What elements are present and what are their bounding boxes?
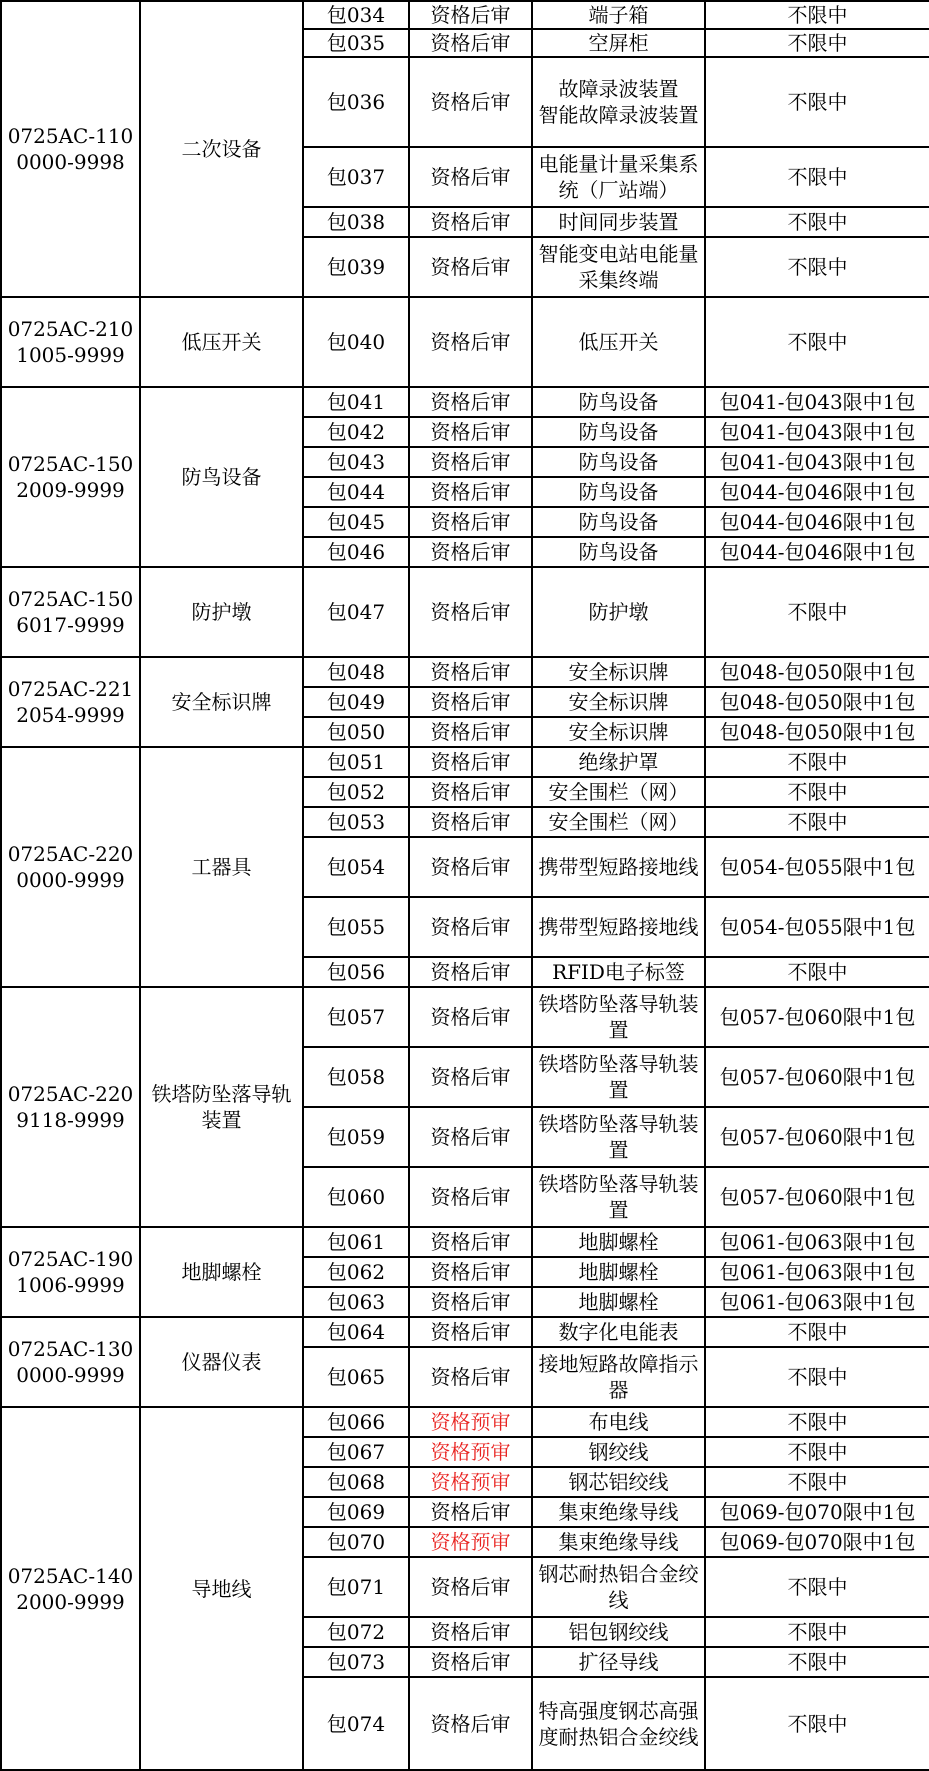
category-name-cell: 工器具	[140, 747, 303, 987]
package-number-cell: 包056	[303, 957, 409, 987]
bid-limit-cell: 不限中	[705, 1467, 929, 1497]
package-number-cell: 包072	[303, 1617, 409, 1647]
item-name-cell: 防鸟设备	[532, 417, 705, 447]
bid-limit-cell: 不限中	[705, 1437, 929, 1467]
bid-limit-cell: 包041-包043限中1包	[705, 447, 929, 477]
bid-limit-cell: 包044-包046限中1包	[705, 477, 929, 507]
package-table-body	[1, 1, 929, 1770]
package-number-cell: 包039	[303, 237, 409, 297]
review-type-cell: 资格后审	[409, 387, 532, 417]
item-name-cell: 地脚螺栓	[532, 1257, 705, 1287]
package-number-cell: 包057	[303, 987, 409, 1047]
bid-limit-cell: 包044-包046限中1包	[705, 537, 929, 567]
package-number-cell: 包050	[303, 717, 409, 747]
bid-limit-cell: 包041-包043限中1包	[705, 387, 929, 417]
review-type-cell: 资格后审	[409, 297, 532, 387]
item-name-cell: 时间同步装置	[532, 207, 705, 237]
bid-limit-cell: 包057-包060限中1包	[705, 1047, 929, 1107]
category-name-cell: 地脚螺栓	[140, 1227, 303, 1317]
table-row	[1, 387, 929, 417]
category-code-cell: 0725AC-2209118-9999	[1, 987, 140, 1227]
table-row	[1, 657, 929, 687]
item-name-cell: 绝缘护罩	[532, 747, 705, 777]
item-name-cell: 防护墩	[532, 567, 705, 657]
review-type-cell: 资格后审	[409, 1677, 532, 1770]
review-type-cell: 资格后审	[409, 1257, 532, 1287]
table-row	[1, 987, 929, 1047]
package-number-cell: 包071	[303, 1557, 409, 1617]
bid-limit-cell: 包054-包055限中1包	[705, 897, 929, 957]
review-type-cell: 资格后审	[409, 237, 532, 297]
item-name-cell: 电能量计量采集系统（厂站端）	[532, 147, 705, 207]
package-number-cell: 包034	[303, 1, 409, 29]
item-name-cell: 铁塔防坠落导轨装置	[532, 1167, 705, 1227]
review-type-cell: 资格后审	[409, 57, 532, 147]
package-number-cell: 包046	[303, 537, 409, 567]
package-number-cell: 包048	[303, 657, 409, 687]
item-name-cell: 安全标识牌	[532, 657, 705, 687]
package-number-cell: 包042	[303, 417, 409, 447]
category-code-cell: 0725AC-1402000-9999	[1, 1407, 140, 1770]
package-number-cell: 包055	[303, 897, 409, 957]
package-number-cell: 包038	[303, 207, 409, 237]
table-row	[1, 1, 929, 29]
review-type-cell: 资格后审	[409, 987, 532, 1047]
bid-limit-cell: 包057-包060限中1包	[705, 987, 929, 1047]
item-name-cell: 地脚螺栓	[532, 1227, 705, 1257]
item-name-cell: 防鸟设备	[532, 507, 705, 537]
bid-limit-cell: 包057-包060限中1包	[705, 1107, 929, 1167]
package-number-cell: 包066	[303, 1407, 409, 1437]
bid-limit-cell: 不限中	[705, 297, 929, 387]
bid-limit-cell: 不限中	[705, 777, 929, 807]
package-number-cell: 包063	[303, 1287, 409, 1317]
item-name-cell: 集束绝缘导线	[532, 1497, 705, 1527]
review-type-cell: 资格后审	[409, 537, 532, 567]
package-number-cell: 包058	[303, 1047, 409, 1107]
item-name-cell: 低压开关	[532, 297, 705, 387]
bid-limit-cell: 不限中	[705, 1677, 929, 1770]
bid-limit-cell: 包054-包055限中1包	[705, 837, 929, 897]
table-row	[1, 1227, 929, 1257]
package-number-cell: 包053	[303, 807, 409, 837]
item-name-cell: 端子箱	[532, 1, 705, 29]
package-number-cell: 包043	[303, 447, 409, 477]
review-type-cell: 资格后审	[409, 1617, 532, 1647]
review-type-cell: 资格后审	[409, 1227, 532, 1257]
item-name-cell: 故障录波装置 智能故障录波装置	[532, 57, 705, 147]
review-type-cell: 资格后审	[409, 147, 532, 207]
package-number-cell: 包067	[303, 1437, 409, 1467]
item-name-cell: 扩径导线	[532, 1647, 705, 1677]
item-name-cell: 防鸟设备	[532, 477, 705, 507]
review-type-cell: 资格后审	[409, 1167, 532, 1227]
package-number-cell: 包041	[303, 387, 409, 417]
review-type-cell: 资格后审	[409, 687, 532, 717]
category-code-cell: 0725AC-1300000-9999	[1, 1317, 140, 1407]
package-number-cell: 包073	[303, 1647, 409, 1677]
item-name-cell: 钢芯铝绞线	[532, 1467, 705, 1497]
package-number-cell: 包054	[303, 837, 409, 897]
bid-limit-cell: 包061-包063限中1包	[705, 1257, 929, 1287]
category-code-cell: 0725AC-1901006-9999	[1, 1227, 140, 1317]
category-name-cell: 防鸟设备	[140, 387, 303, 567]
category-name-cell: 低压开关	[140, 297, 303, 387]
bid-limit-cell: 不限中	[705, 1407, 929, 1437]
review-type-cell: 资格后审	[409, 1497, 532, 1527]
item-name-cell: 防鸟设备	[532, 447, 705, 477]
review-type-cell: 资格后审	[409, 507, 532, 537]
item-name-cell: 携带型短路接地线	[532, 837, 705, 897]
item-name-cell: 铁塔防坠落导轨装置	[532, 1047, 705, 1107]
item-name-cell: 安全围栏（网）	[532, 777, 705, 807]
bid-limit-cell: 不限中	[705, 567, 929, 657]
table-row	[1, 1317, 929, 1347]
package-number-cell: 包070	[303, 1527, 409, 1557]
category-code-cell: 0725AC-2101005-9999	[1, 297, 140, 387]
category-name-cell: 安全标识牌	[140, 657, 303, 747]
item-name-cell: 安全围栏（网）	[532, 807, 705, 837]
review-type-cell: 资格预审	[409, 1407, 532, 1437]
item-name-cell: 地脚螺栓	[532, 1287, 705, 1317]
bid-limit-cell: 不限中	[705, 957, 929, 987]
bid-limit-cell: 不限中	[705, 147, 929, 207]
item-name-cell: 空屏柜	[532, 29, 705, 57]
review-type-cell: 资格后审	[409, 957, 532, 987]
bid-limit-cell: 不限中	[705, 807, 929, 837]
bid-limit-cell: 包069-包070限中1包	[705, 1497, 929, 1527]
item-name-cell: 集束绝缘导线	[532, 1527, 705, 1557]
review-type-cell: 资格后审	[409, 1287, 532, 1317]
item-name-cell: 安全标识牌	[532, 717, 705, 747]
review-type-cell: 资格后审	[409, 837, 532, 897]
package-number-cell: 包036	[303, 57, 409, 147]
review-type-cell: 资格后审	[409, 717, 532, 747]
item-name-cell: 铁塔防坠落导轨装置	[532, 1107, 705, 1167]
category-name-cell: 防护墩	[140, 567, 303, 657]
item-name-cell: RFID电子标签	[532, 957, 705, 987]
category-name-cell: 二次设备	[140, 1, 303, 297]
package-number-cell: 包035	[303, 29, 409, 57]
package-number-cell: 包049	[303, 687, 409, 717]
bid-limit-cell: 包069-包070限中1包	[705, 1527, 929, 1557]
item-name-cell: 数字化电能表	[532, 1317, 705, 1347]
item-name-cell: 安全标识牌	[532, 687, 705, 717]
bid-limit-cell: 包041-包043限中1包	[705, 417, 929, 447]
review-type-cell: 资格后审	[409, 777, 532, 807]
bid-limit-cell: 包048-包050限中1包	[705, 687, 929, 717]
table-row	[1, 747, 929, 777]
review-type-cell: 资格后审	[409, 897, 532, 957]
review-type-cell: 资格后审	[409, 807, 532, 837]
bid-limit-cell: 不限中	[705, 1, 929, 29]
bid-limit-cell: 不限中	[705, 1317, 929, 1347]
review-type-cell: 资格后审	[409, 1557, 532, 1617]
bid-limit-cell: 包048-包050限中1包	[705, 717, 929, 747]
package-number-cell: 包037	[303, 147, 409, 207]
item-name-cell: 钢绞线	[532, 1437, 705, 1467]
package-number-cell: 包052	[303, 777, 409, 807]
item-name-cell: 接地短路故障指示器	[532, 1347, 705, 1407]
item-name-cell: 钢芯耐热铝合金绞线	[532, 1557, 705, 1617]
review-type-cell: 资格预审	[409, 1467, 532, 1497]
bid-limit-cell: 包061-包063限中1包	[705, 1287, 929, 1317]
package-number-cell: 包068	[303, 1467, 409, 1497]
package-number-cell: 包044	[303, 477, 409, 507]
bid-limit-cell: 不限中	[705, 1617, 929, 1647]
bid-limit-cell: 包048-包050限中1包	[705, 657, 929, 687]
item-name-cell: 布电线	[532, 1407, 705, 1437]
package-number-cell: 包062	[303, 1257, 409, 1287]
category-code-cell: 0725AC-2212054-9999	[1, 657, 140, 747]
package-number-cell: 包074	[303, 1677, 409, 1770]
item-name-cell: 防鸟设备	[532, 387, 705, 417]
package-number-cell: 包059	[303, 1107, 409, 1167]
review-type-cell: 资格后审	[409, 417, 532, 447]
bid-limit-cell: 不限中	[705, 57, 929, 147]
package-number-cell: 包040	[303, 297, 409, 387]
item-name-cell: 铁塔防坠落导轨装置	[532, 987, 705, 1047]
bid-limit-cell: 不限中	[705, 237, 929, 297]
package-number-cell: 包047	[303, 567, 409, 657]
review-type-cell: 资格后审	[409, 1647, 532, 1677]
review-type-cell: 资格后审	[409, 1, 532, 29]
category-name-cell: 导地线	[140, 1407, 303, 1770]
review-type-cell: 资格后审	[409, 29, 532, 57]
item-name-cell: 智能变电站电能量采集终端	[532, 237, 705, 297]
package-number-cell: 包064	[303, 1317, 409, 1347]
category-code-cell: 0725AC-1100000-9998	[1, 1, 140, 297]
category-code-cell: 0725AC-1506017-9999	[1, 567, 140, 657]
package-number-cell: 包061	[303, 1227, 409, 1257]
table-row	[1, 567, 929, 657]
review-type-cell: 资格后审	[409, 1317, 532, 1347]
category-name-cell: 铁塔防坠落导轨装置	[140, 987, 303, 1227]
bid-limit-cell: 不限中	[705, 29, 929, 57]
package-number-cell: 包069	[303, 1497, 409, 1527]
package-number-cell: 包045	[303, 507, 409, 537]
category-name-cell: 仪器仪表	[140, 1317, 303, 1407]
bid-limit-cell: 不限中	[705, 1647, 929, 1677]
review-type-cell: 资格预审	[409, 1437, 532, 1467]
bid-limit-cell: 包057-包060限中1包	[705, 1167, 929, 1227]
review-type-cell: 资格后审	[409, 477, 532, 507]
table-row	[1, 1407, 929, 1437]
review-type-cell: 资格后审	[409, 1107, 532, 1167]
bid-limit-cell: 包061-包063限中1包	[705, 1227, 929, 1257]
bid-limit-cell: 不限中	[705, 207, 929, 237]
table-row	[1, 297, 929, 387]
review-type-cell: 资格后审	[409, 1347, 532, 1407]
review-type-cell: 资格后审	[409, 207, 532, 237]
review-type-cell: 资格后审	[409, 1047, 532, 1107]
bid-limit-cell: 包044-包046限中1包	[705, 507, 929, 537]
item-name-cell: 特高强度钢芯高强度耐热铝合金绞线	[532, 1677, 705, 1770]
item-name-cell: 携带型短路接地线	[532, 897, 705, 957]
item-name-cell: 防鸟设备	[532, 537, 705, 567]
package-number-cell: 包051	[303, 747, 409, 777]
category-code-cell: 0725AC-1502009-9999	[1, 387, 140, 567]
package-number-cell: 包060	[303, 1167, 409, 1227]
review-type-cell: 资格后审	[409, 657, 532, 687]
bid-limit-cell: 不限中	[705, 1347, 929, 1407]
review-type-cell: 资格后审	[409, 447, 532, 477]
bid-limit-cell: 不限中	[705, 747, 929, 777]
package-number-cell: 包065	[303, 1347, 409, 1407]
review-type-cell: 资格后审	[409, 567, 532, 657]
category-code-cell: 0725AC-2200000-9999	[1, 747, 140, 987]
review-type-cell: 资格后审	[409, 747, 532, 777]
bid-limit-cell: 不限中	[705, 1557, 929, 1617]
review-type-cell: 资格预审	[409, 1527, 532, 1557]
item-name-cell: 铝包钢绞线	[532, 1617, 705, 1647]
